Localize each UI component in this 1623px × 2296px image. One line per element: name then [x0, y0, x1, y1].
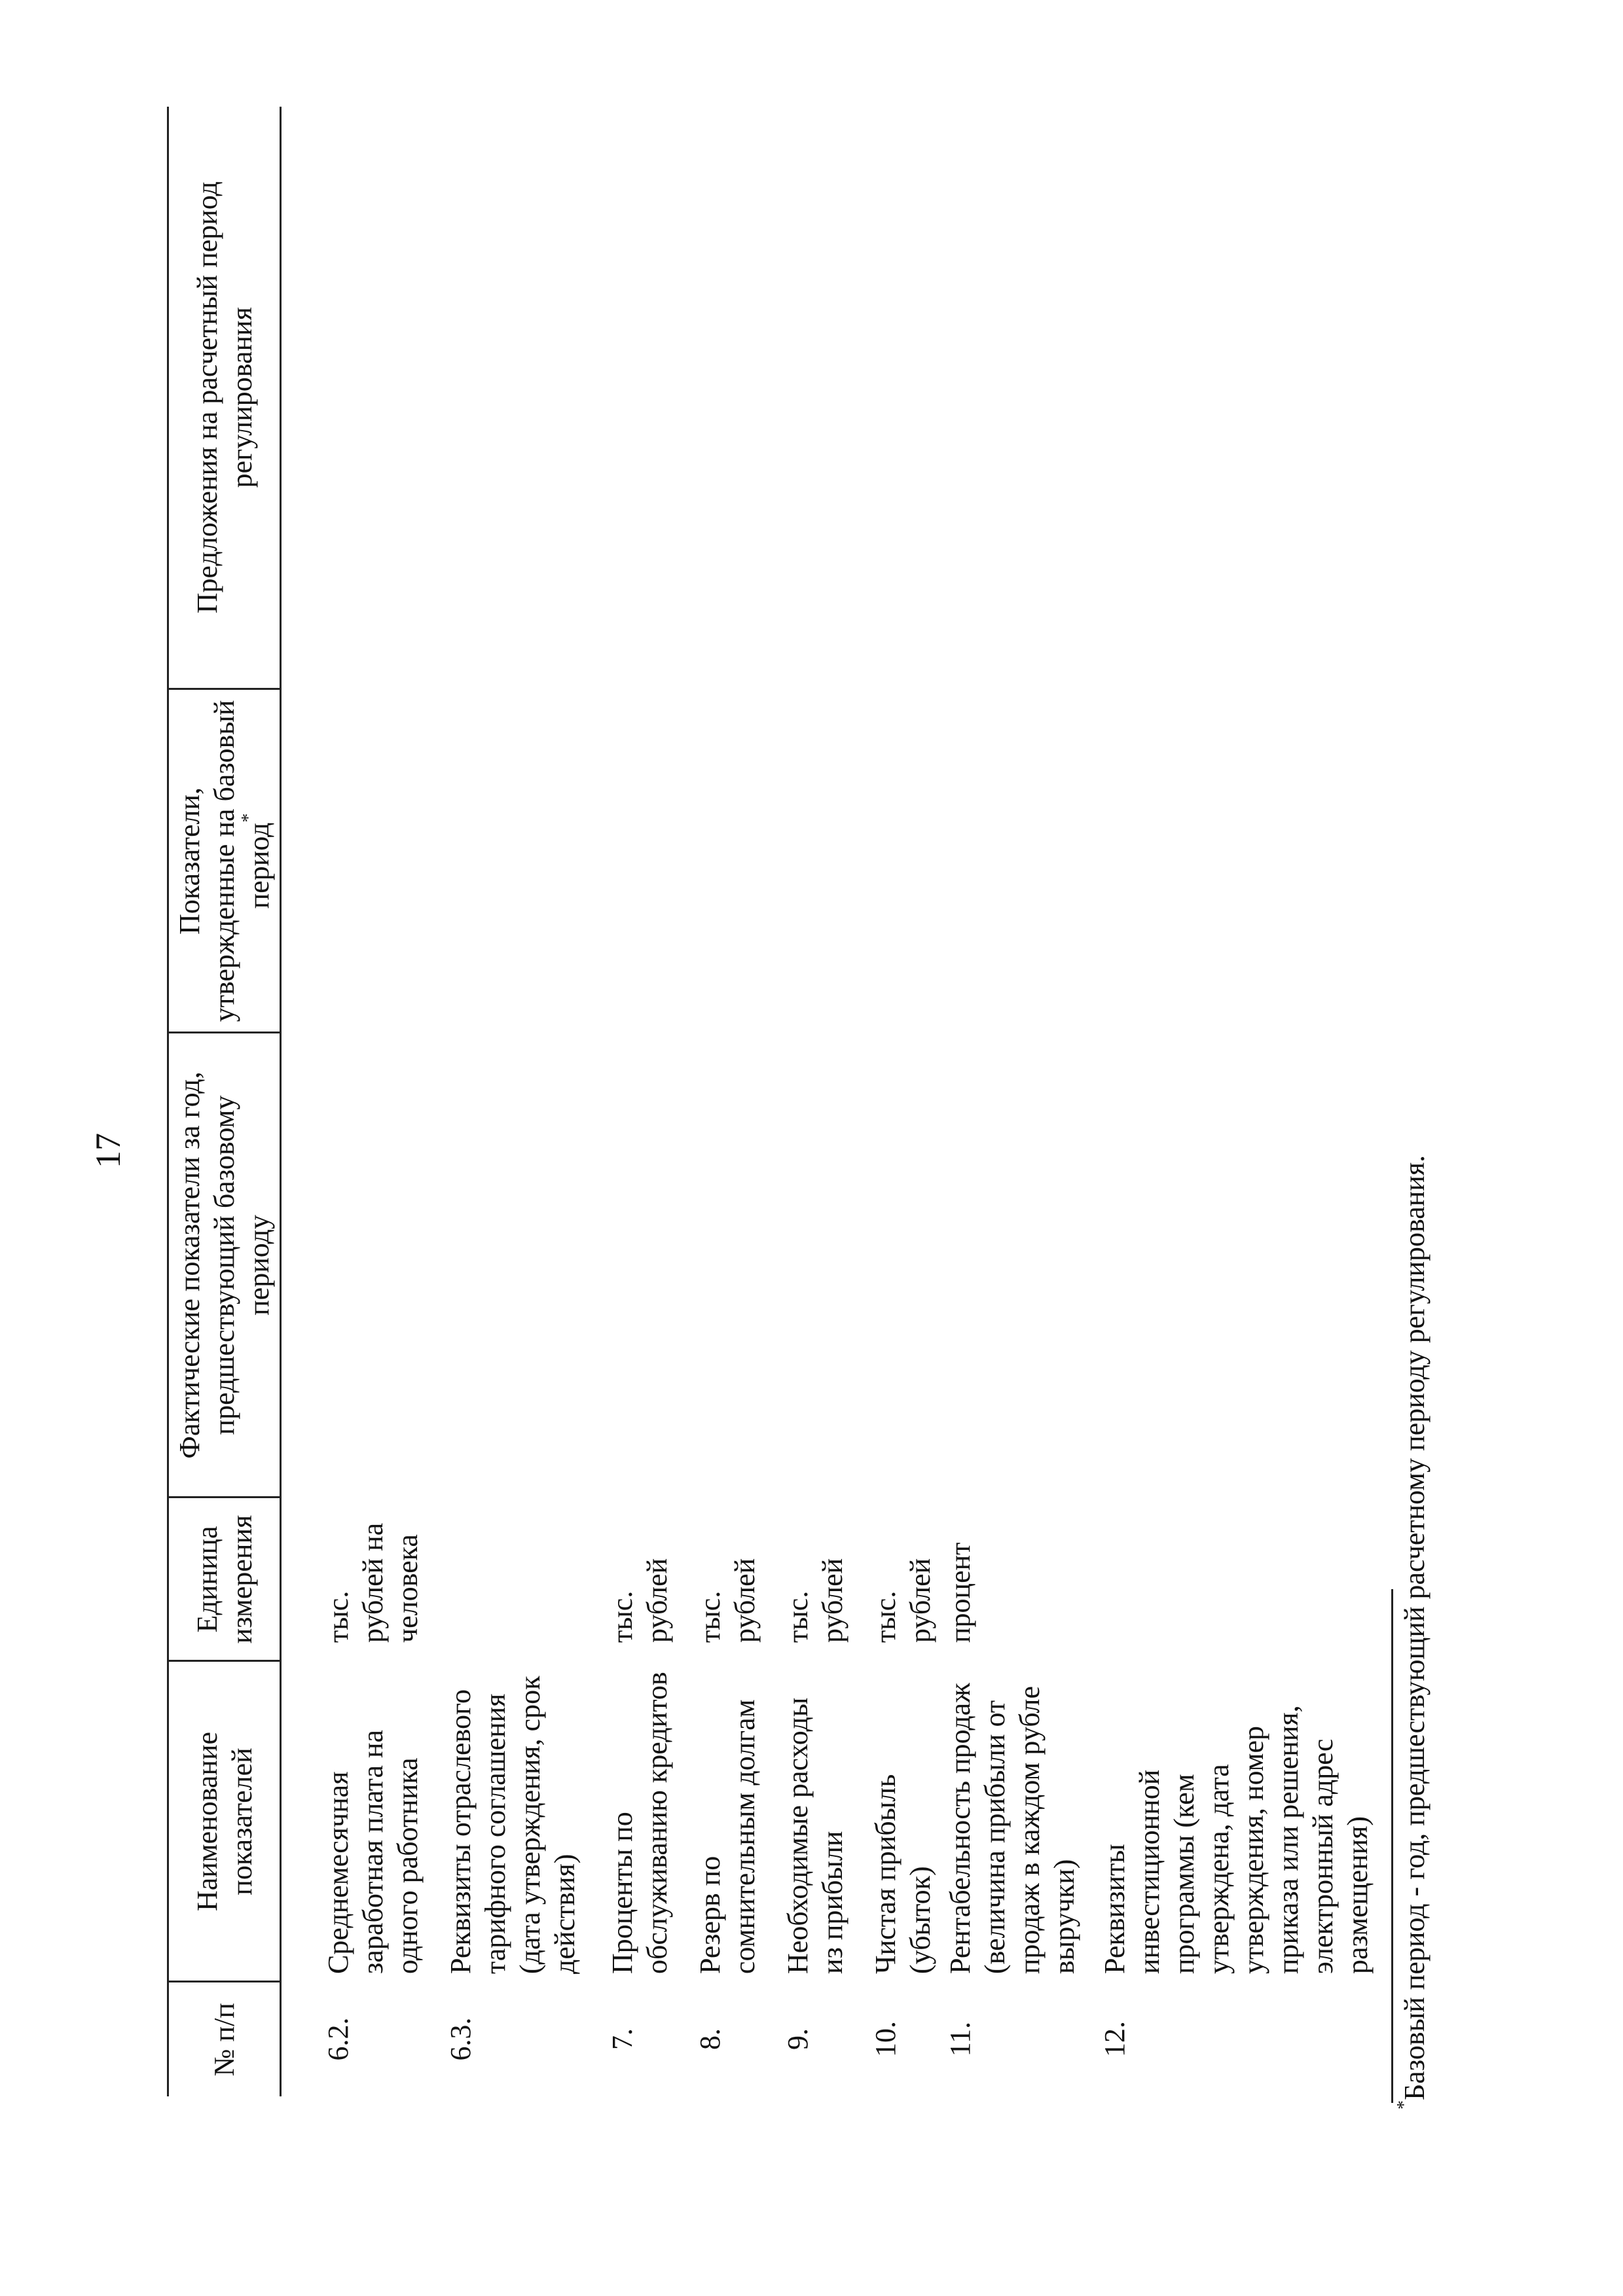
row-unit: тыс. рублей [694, 1558, 761, 1643]
header-num: № п/п [168, 1982, 281, 2096]
row-unit: тыс. рублей [782, 1558, 848, 1643]
row-name: Резерв по сомнительным долгам [694, 1699, 761, 1974]
row-actual [1082, 1033, 1375, 1498]
header-proposals: Предложения на расчетный период регулирования [168, 107, 281, 689]
row-approved [938, 689, 1082, 1033]
row-name: Чистая прибыль (убыток) [869, 1774, 936, 1974]
footnote-divider [1391, 1589, 1393, 2103]
row-num: 8. [694, 2028, 726, 2050]
row-actual [850, 1033, 938, 1498]
header-approved-text: Показатели, утвержденные на базовый период [173, 700, 275, 1022]
row-num: 9. [782, 2028, 814, 2050]
row-approved [762, 689, 850, 1033]
header-approved-footnote-mark: * [238, 813, 259, 823]
footnote [1394, 408, 1432, 2109]
row-proposals [425, 107, 582, 689]
row-unit: тыс. рублей [606, 1558, 673, 1643]
row-proposals [938, 107, 1082, 689]
row-proposals [281, 107, 426, 689]
row-approved [281, 689, 426, 1033]
row-actual [938, 1033, 1082, 1498]
row-num: 12. [1099, 2021, 1131, 2057]
row-actual [674, 1033, 762, 1498]
row-unit: тыс. рублей на человека [322, 1522, 424, 1643]
table-row [938, 107, 1082, 2096]
row-unit: тыс. рублей [869, 1558, 936, 1643]
row-unit: процент [944, 1542, 976, 1643]
row-name: Реквизиты инвестиционной программы (кем утверждена, дата утверждения, номер приказа или решения, электронный адрес размещения) [1099, 1705, 1374, 1974]
page-number: 17 [88, 1133, 128, 1168]
row-actual [425, 1033, 582, 1498]
row-name: Рентабельность продаж (величина прибыли от продаж в каждом рубле выручки) [944, 1683, 1080, 1974]
row-name: Реквизиты отраслевого тарифного соглашения (дата утверждения, срок действия) [445, 1676, 581, 1974]
indicators-table [167, 107, 1375, 2096]
row-actual [762, 1033, 850, 1498]
row-proposals [850, 107, 938, 689]
row-unit [1082, 1498, 1375, 1661]
footnote-text: Базовый период - год, предшествующий расчетному периоду регулирования. [1398, 1155, 1431, 2100]
table-row [281, 107, 426, 2096]
row-approved [582, 689, 674, 1033]
row-name: Среднемесячная заработная плата на одного работника [322, 1729, 424, 1974]
table-header [168, 107, 281, 2096]
row-unit [425, 1498, 582, 1661]
footnote-mark: * [1394, 2100, 1415, 2109]
header-unit: Единица измерения [168, 1498, 281, 1661]
row-proposals [674, 107, 762, 689]
row-approved [425, 689, 582, 1033]
row-num: 7. [606, 2028, 638, 2050]
row-approved [674, 689, 762, 1033]
row-proposals [582, 107, 674, 689]
row-actual [281, 1033, 426, 1498]
row-approved [850, 689, 938, 1033]
row-num: 10. [869, 2021, 902, 2057]
row-num: 6.3. [445, 2017, 477, 2061]
table-row [425, 107, 582, 2096]
header-actual: Фактические показатели за год, предшествующий базовому периоду [168, 1033, 281, 1498]
row-proposals [762, 107, 850, 689]
header-approved [168, 689, 281, 1033]
header-row [168, 107, 281, 2096]
table-row [762, 107, 850, 2096]
header-name: Наименование показателей [168, 1661, 281, 1982]
table-row [1082, 107, 1375, 2096]
row-approved [1082, 689, 1375, 1033]
row-proposals [1082, 107, 1375, 689]
row-actual [582, 1033, 674, 1498]
row-num: 6.2. [322, 2017, 354, 2061]
row-name: Необходимые расходы из прибыли [782, 1697, 848, 1974]
table-row [674, 107, 762, 2096]
table-body [281, 107, 1376, 2096]
table-row [850, 107, 938, 2096]
row-name: Проценты по обслуживанию кредитов [606, 1672, 673, 1974]
table-row [582, 107, 674, 2096]
row-num: 11. [944, 2021, 976, 2057]
